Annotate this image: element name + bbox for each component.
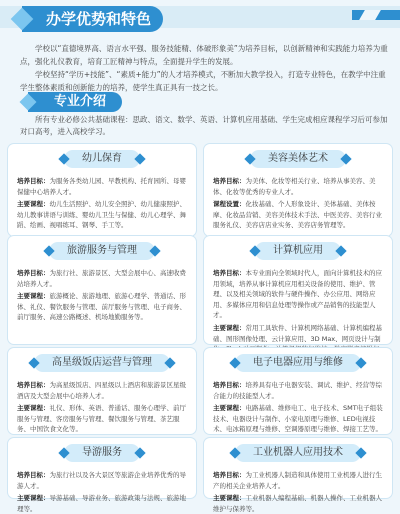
card-courses: 主要课程：工业机器人编程基础、机器人操作、工业机器人维护与保养等。: [213, 494, 382, 513]
intro-paragraph-2: 学校坚持“学历+技能”、“素质+能力”的人才培养模式，不断加大教学投入，打造专业特色，在教学中注重学生整体素质和创新能力的培养，使学生真正具有一技之长。: [20, 70, 386, 92]
card-goal: 培养目标：为工业机器人制造和具体使用工业机器人进行生产的相关企业培养人才。: [213, 471, 382, 490]
card-title: 工业机器人应用技术: [235, 444, 361, 462]
card-courses: 主要课程：常用工具软件、计算机网络基础、计算机编程基础、图形图像处理、云计算应用、3D Max、网页设计与制: [213, 323, 382, 343]
card-courses: 课程设置：化妆基础、个人形象设计、美体基础、美体按摩、化妆品营销、美容美体技术手法、中医美容、美容行业服务礼仪、美容店店业实务、美容店务管理等。: [213, 200, 382, 230]
card-title: 导游服务: [64, 444, 140, 462]
card-title: 计算机应用: [255, 242, 341, 260]
major-card-early-childcare: [8, 144, 196, 236]
section-intro-text: 所有专业必修公共基础课程：思政、语文、数学、英语、计算机应用基础、学生完成相应课程学习后可参加对口高考，进入高校学习。: [20, 115, 388, 136]
card-courses: 主要课程：导游基础、导游业务、旅游政策与法规、旅游地理等。: [17, 494, 186, 513]
card-courses: 主要课程：电路基础、维修电工、电子技术、SMT电子组装技术、电器设计与制作、小家电原理与维修、LED电视技术、电冰箱原理与维修、空调器原理与维修、焊接工艺等。: [213, 404, 383, 434]
major-card-beauty: [204, 144, 392, 236]
card-goal: 培养目标：为服务各类幼儿园、早教机构、托育园所、母婴保健中心培养人才。: [17, 177, 186, 196]
card-title: 高星级饭店运营与管理: [34, 354, 170, 372]
section-title: 专业介绍: [28, 92, 122, 112]
card-courses: 主要课程：旅游概论、旅游地理、旅游心理学、普通话、形体、礼仪、餐饮服务与管理、前厅服务与管理、电子商务、前厅服务、高速公路概述、机场地勤服务等。: [17, 292, 186, 322]
card-goal: 培养目标：为旅行社、旅游景区、大型会展中心、高速收费站培养人才。: [17, 269, 186, 288]
major-card-electronics-repair: [204, 348, 392, 434]
header-banner: [0, 0, 400, 38]
major-card-computer-application: [204, 236, 392, 344]
major-card-tour-guide: [8, 438, 196, 513]
card-title: 美容美体艺术: [250, 150, 346, 168]
advantages-intro: [20, 42, 390, 94]
card-goal: 培养目标：培养具有电子电器安装、调试、维护、经营等综合能力的技能型人才。: [213, 381, 382, 400]
card-goal: 培养目标：本专业面向全领域时代人，面向计算机技术的应用领域，培养从事计算机应用相关设备的使用、维护、管理、以及相关领域的软件与硬件操作、办公应用、网络应用、多媒体应用和信息处理等操作或产品销售的技能型人才。: [213, 269, 382, 320]
card-title: 幼儿保育: [64, 150, 140, 168]
section-intro: [20, 114, 390, 138]
major-card-tourism-management: [8, 236, 196, 344]
card-courses: 主要课程：幼儿生活照护、幼儿安全照护、幼儿健康照护、幼儿教事讲语与训练、婴幼儿卫生与保健、幼儿心理学、舞蹈、绘画、视唱练耳、钢琴、手工等。: [17, 200, 186, 230]
intro-paragraph-1: 学校以“直德境界高、语言水平强、服务技能精、体破形象美”为培养目标，以创新精神和实践能力培养为重点，强化礼仪教育，培育工匠精神与特点，全面提升学生的发展。: [20, 44, 388, 66]
card-goal: 培养目标：为高星级饭店、四星级以上酒店和旅游景区星级酒店及大型会展中心培养人才。: [17, 381, 186, 400]
card-goal: 培养目标：为美体、化妆等相关行业、培养从事美容、美体、化妆等优秀的专业人才。: [213, 177, 376, 196]
card-title: 电子电器应用与维修: [235, 354, 361, 372]
card-goal: 培养目标：为旅行社以及各大景区等旅游企业培养优秀的导游人才。: [17, 471, 186, 490]
card-courses: 主要课程：礼仪、形体、英语、普通话、服务心理学、前厅服务与管理、客房服务与管理、餐饮服务与管理、茶艺服务、中国饮食文化等。: [17, 404, 186, 434]
card-title: 旅游服务与管理: [49, 242, 155, 260]
page-title: 办学优势和特色: [22, 6, 163, 32]
major-card-hotel-management: [8, 348, 196, 434]
major-card-industrial-robot: [204, 438, 392, 513]
